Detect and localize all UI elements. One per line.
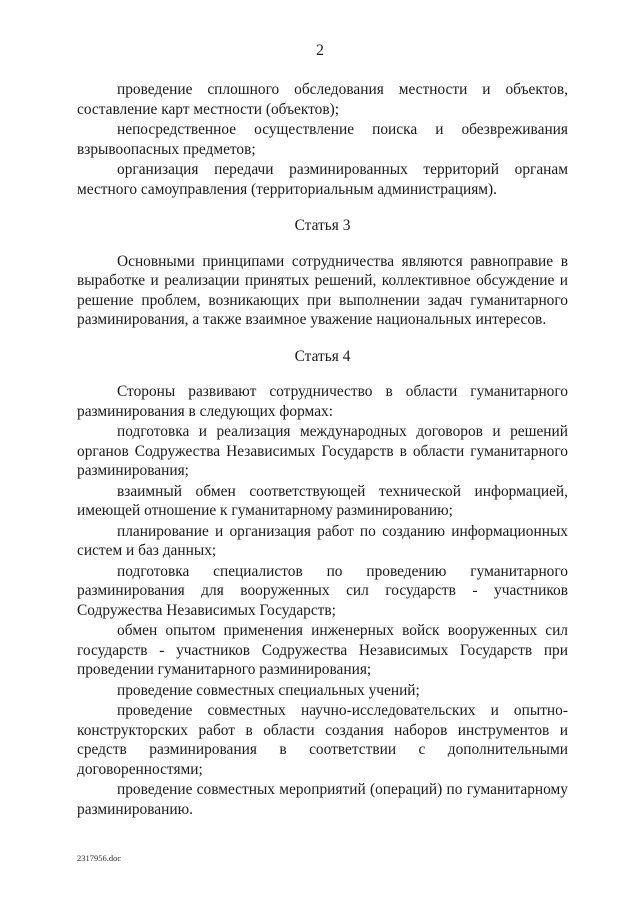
paragraph: проведение сплошного обследования местности и объектов, составление карт местности (объектов); [77, 81, 568, 118]
document-body [77, 80, 568, 820]
paragraph: подготовка и реализация международных договоров и решений органов Содружества Независимых Государств в области гуманитарного разминирования; [77, 423, 568, 479]
paragraph: непосредственное осуществление поиска и обезвреживания взрывоопасных предметов; [77, 121, 568, 158]
paragraph: обмен опытом применения инженерных войск вооруженных сил государств - участников Содружества Независимых Государств при проведении гуманитарного разминирования; [77, 622, 568, 678]
paragraph: Стороны развивают сотрудничество в области гуманитарного разминирования в следующих формах: [77, 383, 568, 420]
paragraph: проведение совместных мероприятий (операций) по гуманитарному разминированию. [77, 781, 568, 818]
document-reference: 2317956.doc [77, 853, 122, 863]
paragraph: организация передачи разминированных территорий органам местного самоуправления (территориальным администрациям). [77, 161, 568, 198]
paragraph: планирование и организация работ по созданию информационных систем и баз данных; [77, 522, 568, 559]
paragraph: Основными принципами сотрудничества являются равноправие в выработке и реализации принятых решений, коллективное обсуждение и решение проблем, возникающих при выполнении задач гуманитарного разминирования, а также взаимное уважение национальных интересов. [77, 252, 568, 328]
paragraph: взаимный обмен соответствующей технической информацией, имеющей отношение к гуманитарному разминированию; [77, 482, 568, 519]
article-4-heading: Статья 4 [294, 347, 351, 365]
paragraph: подготовка специалистов по проведению гуманитарного разминирования для вооруженных сил государств - участников Содружества Независимых Государств; [77, 562, 568, 619]
paragraph: проведение совместных научно-исследовательских и опытно-конструкторских работ в области создания наборов инструментов и средств разминирования в соответствии с дополнительными договоренностями; [77, 702, 568, 778]
page-number: 2 [316, 42, 324, 59]
paragraph: проведение совместных специальных учений; [117, 681, 420, 699]
article-3-heading: Статья 3 [294, 217, 351, 234]
